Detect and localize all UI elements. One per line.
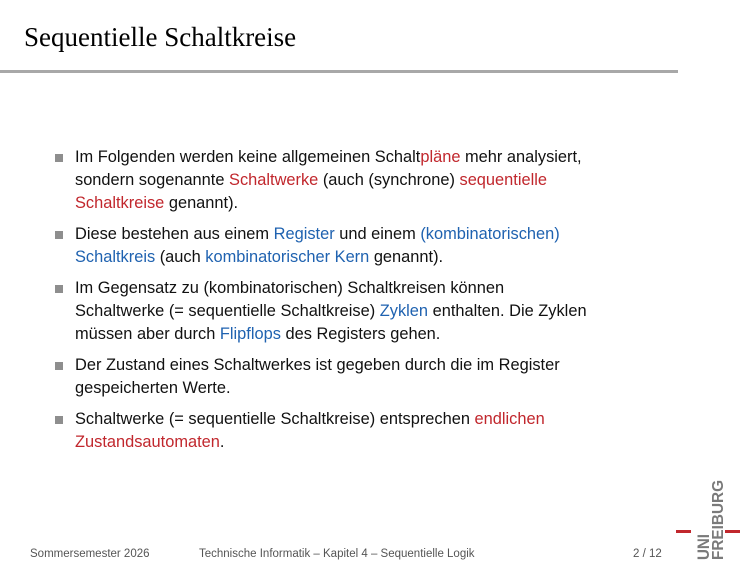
bullet-item bbox=[52, 277, 692, 346]
footer-semester: Sommersemester 2026 bbox=[30, 548, 150, 560]
highlighted-term: Schaltkreise bbox=[75, 194, 165, 212]
highlighted-term: pläne bbox=[420, 148, 461, 166]
bullet-text: genannt). bbox=[369, 248, 444, 266]
bullet-text: (auch bbox=[155, 248, 206, 266]
bullet-text: Schaltwerke (= sequentielle Schaltkreise) entsprechen bbox=[75, 410, 475, 428]
bullet-text: müssen aber durch bbox=[75, 325, 220, 343]
bullet-item bbox=[52, 408, 692, 454]
bullet-list bbox=[52, 146, 692, 462]
footer-page-number: 2 / 12 bbox=[633, 548, 662, 560]
bullet-text: Schaltwerke (= sequentielle Schaltkreise) bbox=[75, 302, 380, 320]
highlighted-term: kombinatorischer Kern bbox=[205, 248, 370, 266]
bullet-text: des Registers gehen. bbox=[280, 325, 441, 343]
highlighted-term: Schaltwerke bbox=[229, 171, 319, 189]
bullet-item bbox=[52, 146, 692, 215]
footer-course: Technische Informatik – Kapitel 4 – Sequentielle Logik bbox=[199, 548, 475, 560]
bullet-item bbox=[52, 354, 692, 400]
highlighted-term: endlichen bbox=[474, 410, 545, 428]
bullet-item bbox=[52, 223, 692, 269]
highlighted-term: Zustandsautomaten bbox=[75, 433, 220, 451]
bullet-text: . bbox=[219, 433, 225, 451]
bullet-text: enthalten. Die Zyklen bbox=[428, 302, 587, 320]
highlighted-term: sequentielle bbox=[459, 171, 547, 189]
highlighted-term: Schaltkreis bbox=[75, 248, 156, 266]
square-bullet-icon bbox=[55, 362, 63, 370]
university-logo bbox=[676, 479, 740, 561]
bullet-text: gespeicherten Werte. bbox=[75, 379, 231, 397]
square-bullet-icon bbox=[55, 416, 63, 424]
square-bullet-icon bbox=[55, 285, 63, 293]
highlighted-term: Register bbox=[273, 225, 335, 243]
highlighted-term: Flipflops bbox=[219, 325, 281, 343]
title-rule bbox=[0, 70, 678, 73]
highlighted-term: Zyklen bbox=[379, 302, 429, 320]
bullet-text: Diese bestehen aus einem bbox=[75, 225, 274, 243]
bullet-text: Im Gegensatz zu (kombinatorischen) Schaltkreisen können bbox=[75, 279, 505, 297]
bullet-text: und einem bbox=[334, 225, 421, 243]
slide-title: Sequentielle Schaltkreise bbox=[24, 22, 297, 52]
square-bullet-icon bbox=[55, 231, 63, 239]
bullet-text: genannt). bbox=[164, 194, 239, 212]
bullet-text: mehr analysiert, bbox=[460, 148, 582, 166]
bullet-text: Der Zustand eines Schaltwerkes ist gegeben durch die im Register bbox=[75, 356, 560, 374]
bullet-text: Im Folgenden werden keine allgemeinen Schalt bbox=[75, 148, 421, 166]
bullet-text: (auch (synchrone) bbox=[318, 171, 460, 189]
logo-text-uni: UNI bbox=[694, 530, 713, 560]
highlighted-term: (kombinatorischen) bbox=[420, 225, 560, 243]
square-bullet-icon bbox=[55, 154, 63, 162]
bullet-text: sondern sogenannte bbox=[75, 171, 230, 189]
logo-text-freiburg: FREIBURG bbox=[710, 479, 727, 560]
